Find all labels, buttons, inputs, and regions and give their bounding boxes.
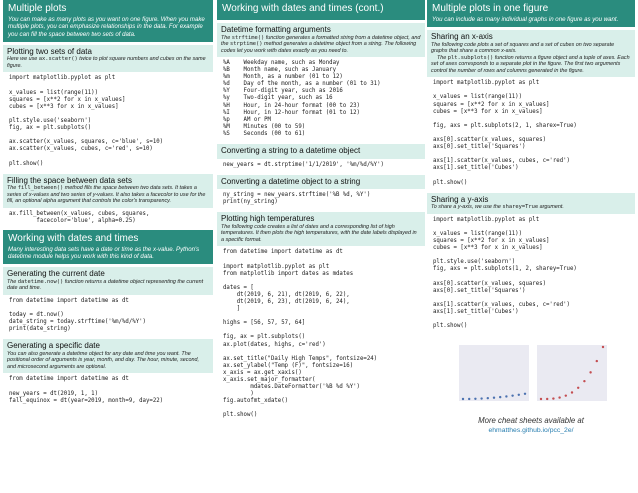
column-3 bbox=[427, 0, 635, 493]
specific-date-header bbox=[3, 339, 213, 373]
plotting-two-sets-header bbox=[3, 45, 213, 73]
fill-between-header bbox=[3, 174, 213, 208]
squares-point bbox=[487, 397, 489, 399]
banner-title: Working with dates and times bbox=[8, 232, 139, 244]
section-title: Sharing a y-axis bbox=[431, 194, 489, 204]
current-date-header bbox=[3, 267, 213, 295]
left-axes bbox=[459, 345, 529, 401]
section-desc: Here we use ax.scatter() twice to plot square numbers and cubes on the same figure. bbox=[7, 56, 206, 69]
share-y-header bbox=[427, 193, 635, 214]
banner-desc: Many interesting data sets have a date or time as the x-value. Python's datetime module helps you work with this kind of data. bbox=[8, 245, 200, 261]
cubes-point bbox=[589, 371, 591, 373]
footer-text: More cheat sheets available at bbox=[478, 416, 584, 426]
code-specific-date: from datetime import datetime as dt new_years = dt(2019, 1, 1) fall_equinox = dt(year=2019, month=9, day=22) bbox=[9, 376, 164, 404]
section-desc-2: The plt.subplots() function returns a figure object and a tuple of axes. Each set of axes corresponds to a separate plot in the figure. The first two arguments control the number of rows and columns generated in the figure. bbox=[431, 54, 630, 74]
footer bbox=[427, 416, 635, 435]
code-share-x: import matplotlib.pyplot as plt x_values = list(range(11)) squares = [x**2 for x in x_values] cubes = [x**3 for x in x_values] fig, axs = plt.subplots(2, 1, sharex=True) axs[0].scatter(x_values, squares) axs[0].set_title('Squares') axs[1].scatter(x_values, cubes, c='red') axs[1].set_title('Cubes') plt.show() bbox=[433, 80, 577, 186]
banner-desc: You can make as many plots as you want on one figure. When you make multiple plots, you can emphasize relationships in the data. For example you can fill the space between two sets of data. bbox=[8, 16, 205, 38]
squares-point bbox=[499, 396, 501, 398]
cubes-point bbox=[552, 398, 554, 400]
section-title: Plotting two sets of data bbox=[7, 46, 92, 56]
squares-point bbox=[518, 394, 520, 396]
section-desc: The fill_between() method fills the space between two data sets. It takes a series of x-values and two series of y-values. It also takes a facecolor to use for the fill, an optional alpha argument that controls the color's transparency. bbox=[7, 185, 206, 205]
squares-point bbox=[493, 397, 495, 399]
footer-link[interactable]: ehmatthes.github.io/pcc_2e/ bbox=[488, 427, 574, 435]
share-x-header bbox=[427, 30, 635, 77]
code-datetime-to-string: ny_string = new_years.strftime('%B %d, %Y') print(ny_string) bbox=[223, 192, 371, 206]
cubes-point bbox=[546, 398, 548, 400]
section-title: Filling the space between data sets bbox=[7, 175, 132, 185]
dates-times-banner bbox=[3, 230, 213, 265]
column-2 bbox=[217, 0, 425, 493]
cubes-point bbox=[602, 346, 604, 348]
section-title: Converting a string to a datetime object bbox=[221, 146, 361, 156]
banner-title: Multiple plots bbox=[8, 3, 67, 14]
section-title: Generating a specific date bbox=[7, 341, 100, 351]
cubes-point bbox=[558, 397, 560, 399]
squares-point bbox=[468, 398, 470, 400]
section-desc: The datetime.now() function returns a datetime object representing the current date and time. bbox=[7, 278, 204, 292]
cubes-point bbox=[540, 398, 542, 400]
squares-point bbox=[462, 398, 464, 400]
banner-title: Multiple plots in one figure bbox=[432, 3, 549, 14]
section-desc: The following code creates a list of dates and a corresponding list of high temperatures. It then plots the high temperatures, with the date labels displayed in a specific format. bbox=[221, 223, 417, 243]
section-title: Converting a datetime object to a string bbox=[221, 176, 361, 186]
cubes-point bbox=[571, 392, 573, 394]
squares-point bbox=[505, 395, 507, 397]
banner-title: Working with dates and times (cont.) bbox=[222, 3, 384, 14]
banner-desc: You can include as many individual graphs in one figure as you want. bbox=[432, 16, 619, 23]
code-format-table: %A Weekday name, such as Monday %B Month name, such as January %m Month, as a number (01 to 12) %d Day of the month, as a number (01 to 31) %Y Four-digit year, such as 2016 %y Two-digit year, such as 16 %H Hour, in 24-hour format (00 to 23) %I Hour, in 12-hour format (01 to 12) %p AM or PM %M Minutes (00 to 59) %S Seconds (00 to 61) bbox=[223, 60, 381, 137]
code-fill-between: ax.fill_between(x_values, cubes, squares, facecolor='blue', alpha=0.25) bbox=[9, 210, 150, 224]
scatter-plot-thumbnail bbox=[439, 337, 617, 409]
section-title: Sharing an x-axis bbox=[431, 32, 493, 42]
string-to-datetime-header bbox=[217, 144, 425, 159]
cubes-point bbox=[577, 387, 579, 389]
squares-point bbox=[480, 398, 482, 400]
squares-point bbox=[524, 393, 526, 395]
cubes-point bbox=[565, 395, 567, 397]
cubes-point bbox=[583, 380, 585, 382]
share-y-plot-thumbnail bbox=[439, 337, 617, 409]
section-desc: You can also generate a datetime object for any date and time you want. The positional order of arguments is year, month, and day. The hour, minute, second, and microsecond arguments are optional. bbox=[7, 350, 199, 370]
multiple-plots-banner bbox=[3, 0, 213, 42]
column-1 bbox=[3, 0, 213, 493]
squares-point bbox=[511, 395, 513, 397]
section-desc: The strftime() function generates a formatted string from a datetime object, and the strptime() method generates a datetime object from a string. The following codes let you work with dates exactly as you need to. bbox=[221, 34, 421, 54]
section-title: Generating the current date bbox=[7, 269, 105, 279]
code-high-temps: from datetime import datetime as dt import matplotlib.pyplot as plt from matplotlib import dates as mdates dates = [ dt(2019, 6, 21), dt(2019, 6, 22), dt(2019, 6, 23), dt(2019, 6, 24), ] highs = [56, 57, 57, 64] fig, ax = plt.subplots() ax.plot(dates, highs, c='red') ax.set_title("Daily High Temps", fontsize=24) ax.set_ylabel("Temp (F)", fontsize=16) x_axis = ax.get_xaxis() x_axis.set_major_formatter( mdates.DateFormatter('%B %d %Y') ) fig.autofmt_xdate() plt.show() bbox=[223, 249, 378, 419]
cubes-point bbox=[596, 360, 598, 362]
code-share-y: import matplotlib.pyplot as plt x_values = list(range(11)) squares = [x**2 for x in x_values] cubes = [x**3 for x in x_values] plt.style.use('seaborn') fig, axs = plt.subplots(1, 2, sharey=True) axs[0].scatter(x_values, squares) axs[0].set_title('Squares') axs[1].scatter(x_values, cubes, c='red') axs[1].set_title('Cubes') plt.show() bbox=[433, 216, 577, 330]
section-desc: The following code plots a set of squares and a set of cubes on two separate graphs that share a common x-axis. bbox=[431, 41, 615, 55]
multi-plots-figure-banner bbox=[427, 0, 635, 27]
dates-cont-banner bbox=[217, 0, 425, 20]
format-args-header bbox=[217, 23, 425, 57]
high-temps-header bbox=[217, 212, 425, 246]
code-string-to-datetime: new_years = dt.strptime('1/1/2019', '%m/%d/%Y') bbox=[223, 161, 384, 168]
datetime-to-string-header bbox=[217, 175, 425, 190]
section-title: Datetime formatting arguments bbox=[221, 25, 331, 34]
code-current-date: from datetime import datetime as dt today = dt.now() date_string = today.strftime('%m/%d/%Y') print(date_string) bbox=[9, 297, 146, 333]
squares-point bbox=[474, 398, 476, 400]
section-desc: To share a y-axis, we use the sharey=True argument. bbox=[431, 204, 564, 211]
code-two-sets: import matplotlib.pyplot as plt x_values = list(range(11)) squares = [x**2 for x in x_values] cubes = [x**3 for x in x_values] plt.style.use('seaborn') fig, ax = plt.subplots() ax.scatter(x_values, squares, c='blue', s=10) ax.scatter(x_values, cubes, c='red', s=10) plt.show() bbox=[9, 75, 164, 167]
section-title: Plotting high temperatures bbox=[221, 214, 315, 224]
